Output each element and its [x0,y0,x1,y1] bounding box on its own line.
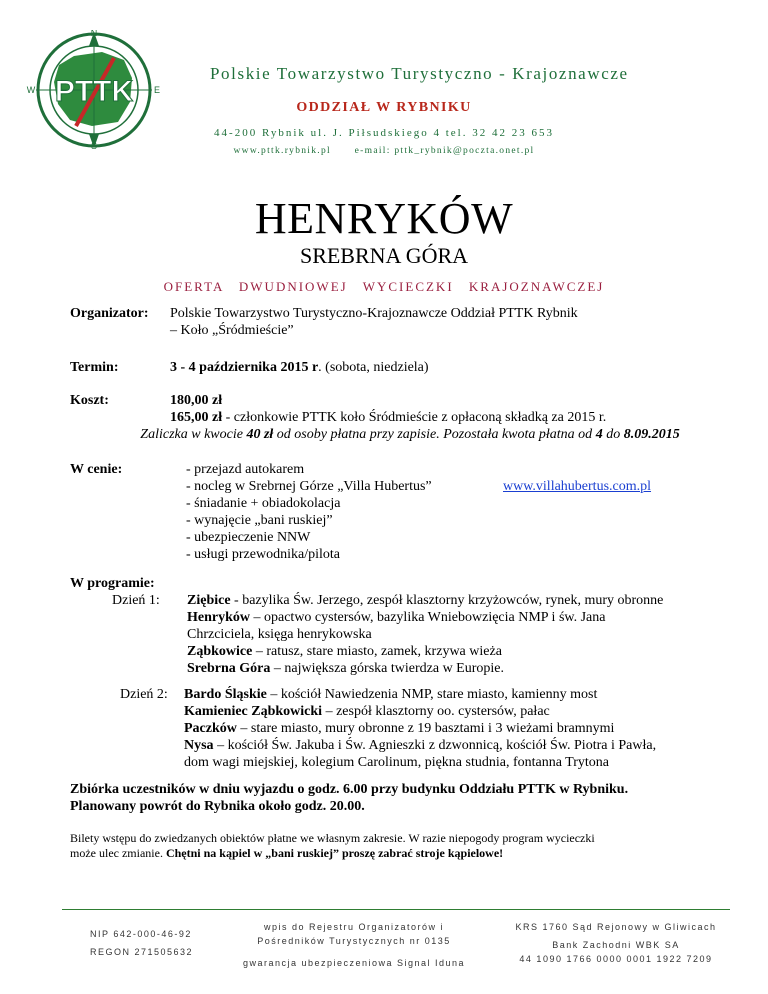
day1-item: Ziębice - bazylika Św. Jerzego, zespół klasztorny krzyżowców, rynek, mury obronne [187,593,664,608]
day2-item: dom wagi miejskiej, kolegium Carolinum, piękna studnia, fontanna Trytona [184,755,610,770]
included-item: - ubezpieczenie NNW [186,530,311,545]
logo-text: PTTK [54,75,134,108]
registry-line-2: Pośredników Turystycznych nr 0135 [257,936,451,946]
offer-heading: OFERTA DWUDNIOWEJ WYCIECZKI KRAJOZNAWCZEJ [163,279,605,294]
footer-bank [484,920,748,966]
bank-name: Bank Zachodni WBK SA [552,940,680,950]
footer-registry [232,920,476,970]
included-item: - wynajęcie „bani ruskiej” [186,513,333,528]
term-dates: 3 - 4 października 2015 r [170,360,319,375]
price-member-note: - członkowie PTTK koło Śródmieście z opłaconą składką za 2015 r. [222,410,607,425]
term-value [170,359,730,376]
day2-item: Nysa – kościół Św. Jakuba i Św. Agnieszki z dzwonnicą, kościół Św. Piotra i Pawła, [184,738,657,753]
meeting-info [70,781,750,815]
compass-n: N [90,30,98,38]
included-label: W cenie: [70,462,123,477]
day1-item: Srebrna Góra – największa górska twierdza w Europie. [187,661,504,676]
notes [70,831,750,861]
website-link[interactable]: www.pttk.rybnik.pl [233,146,331,156]
bank-account: 44 1090 1766 0000 0001 1922 7209 [519,954,713,964]
guarantee: gwarancja ubezpieczeniowa Signal Iduna [242,958,466,968]
day1-list [187,592,747,677]
org-name: Polskie Towarzystwo Turystyczno - Krajoznawcze [210,64,629,83]
day2-item: Kamieniec Ząbkowicki – zespół klasztorny oo. cystersów, pałac [184,704,550,719]
contact-line [0,146,768,156]
compass-s: S [90,141,98,150]
compass-w: W [26,85,36,95]
term-days: . (sobota, niedziela) [318,360,429,375]
footer-ids [90,927,193,959]
included-list [186,461,506,563]
day1-item: Ząbkowice – ratusz, stare miasto, zamek, krzywa wieża [187,644,502,659]
page-title: HENRYKÓW [254,194,514,243]
footer-divider [62,909,730,910]
villa-link[interactable]: www.villahubertus.com.pl [503,479,652,494]
nip: NIP 642-000-46-92 [90,929,192,939]
price-member: 165,00 zł [170,410,223,425]
included-item: - usługi przewodnika/pilota [186,547,340,562]
notes-line-1: Bilety wstępu do zwiedzanych obiektów płatne we własnym zakresie. W razie niepogody program wycieczki [70,831,595,845]
registry-line-1: wpis do Rejestru Organizatorów i [263,922,445,932]
day1-label: Dzień 1: [112,593,160,608]
email-link[interactable]: e-mail: pttk_rybnik@poczta.onet.pl [354,146,535,156]
day2-label: Dzień 2: [120,687,168,702]
meeting-line-2: Planowany powrót do Rybnika około godz. 20.00. [70,799,365,814]
day1-item: Henryków – opactwo cystersów, bazylika Wniebowzięcia NMP i św. Jana [187,610,606,625]
day2-list [184,686,754,771]
notes-line-2: może ulec zmianie. Chętni na kąpiel w „bani ruskiej” proszę zabrać stroje kąpielowe! [70,846,504,860]
branch-name: ODDZIAŁ W RYBNIKU [296,100,472,115]
organizer-line-2: – Koło „Śródmieście” [170,323,294,338]
day1-item: Chrzciciela, księga henrykowska [187,627,372,642]
day2-item: Bardo Śląskie – kościół Nawiedzenia NMP, stare miasto, kamienny most [184,687,598,702]
program-label: W programie: [70,576,155,591]
included-item: - przejazd autokarem [186,462,305,477]
compass-e: E [153,85,161,95]
regon: REGON 271505632 [90,947,194,957]
organizer-label: Organizator: [70,306,149,321]
deposit-note: Zaliczka w kwocie 40 zł od osoby płatna przy zapisie. Pozostała kwota płatna od 4 do 8.09.2015 [140,427,680,442]
organizer-value [170,305,730,339]
organizer-line-1: Polskie Towarzystwo Turystyczno-Krajoznawcze Oddział PTTK Rybnik [170,306,578,321]
term-label: Termin: [70,360,119,375]
included-item: - nocleg w Srebrnej Górze „Villa Hubertus” [186,479,432,494]
cost-value [170,392,730,426]
price-regular: 180,00 zł [170,393,223,408]
krs: KRS 1760 Sąd Rejonowy w Gliwicach [515,922,717,932]
address: 44-200 Rybnik ul. J. Piłsudskiego 4 tel. 32 42 23 653 [214,127,554,139]
page-subtitle: SREBRNA GÓRA [299,243,469,268]
meeting-line-1: Zbiórka uczestników w dniu wyjazdu o godz. 6.00 przy budynku Oddziału PTTK w Rybniku. [70,782,629,797]
cost-label: Koszt: [70,393,109,408]
included-item: - śniadanie + obiadokolacja [186,496,341,511]
day2-item: Paczków – stare miasto, mury obronne z 19 basztami i 3 wieżami bramnymi [184,721,615,736]
